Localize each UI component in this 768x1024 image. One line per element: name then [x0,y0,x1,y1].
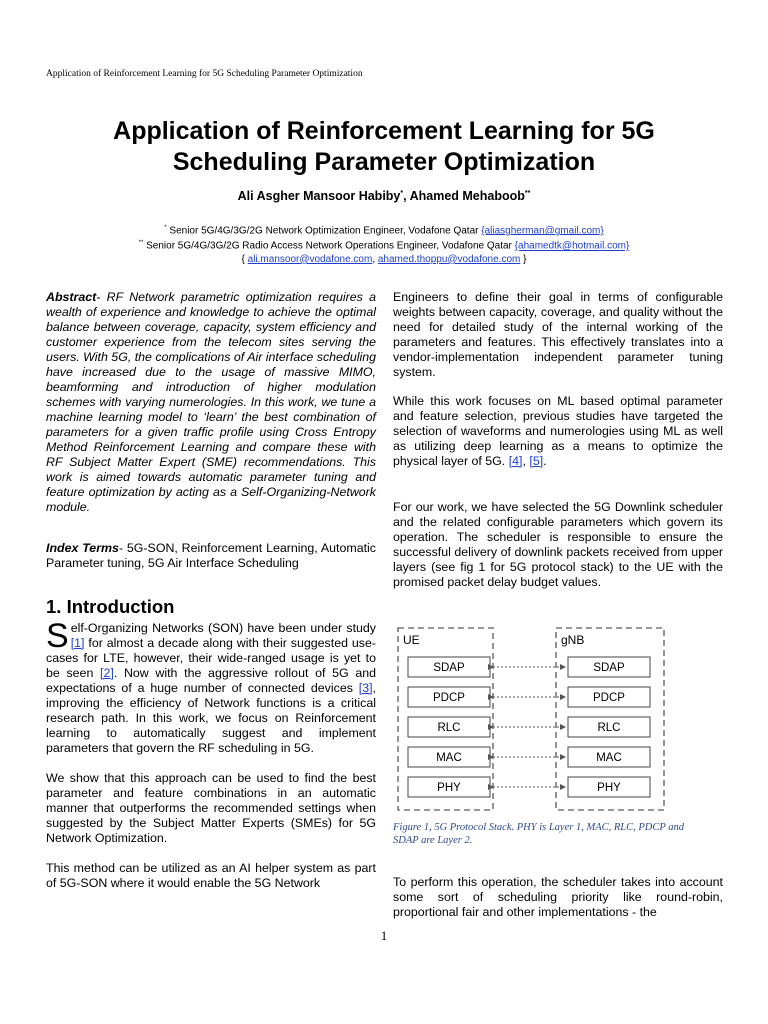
running-head: Application of Reinforcement Learning for 5G Scheduling Parameter Optimization [46,69,363,79]
affiliation-3 [0,253,768,266]
author-1: Ali Asgher Mansoor Habiby [237,189,401,203]
gnb-pdcp-label: PDCP [593,692,625,704]
affiliation-1 [0,222,768,237]
intro-p1-part-a: elf-Organizing Networks (SON) have been under study [70,621,376,635]
right-paragraph-3: For our work, we have selected the 5G Downlink scheduler and the related configurable parameters which govern its operation. The scheduler is responsible to ensure the successful delivery of downlink packets received from upper layers (see fig 1 for 5G protocol stack) to the UE with the promised packet delay budget values. [393,500,723,589]
intro-paragraph-1 [46,617,376,756]
figure-caption: Figure 1, 5G Protocol Stack. PHY is Layer 1, MAC, RLC, PDCP and SDAP are Layer 2. [393,822,684,846]
intro-p1-part-c: . Now with the aggressive rollout of 5G and expectations of a huge number of connected devices [46,666,376,695]
introduction-body [46,617,376,891]
affiliation-1-text: Senior 5G/4G/3G/2G Network Optimization Engineer, Vodafone Qatar [166,225,482,237]
intro-p1-part-d: , improving the efficiency of Network functions is a critical research path. In this work, we focus on Reinforcement learning to automatically suggest and implement parameters that govern the RF scheduling in 5G. [46,681,376,755]
citation-3-link[interactable]: [3] [358,681,373,695]
right-paragraph-4: To perform this operation, the scheduler takes into account some sort of scheduling priority like round-robin, proportional fair and other implementations - the [393,875,723,919]
paper-title [0,116,768,178]
intro-paragraph-3: This method can be utilized as an AI helper system as part of 5G-SON where it would enable the 5G Network [46,861,376,890]
ue-label: UE [403,633,420,647]
affiliation-2-email-link[interactable]: {ahamedtk@hotmail.com} [514,240,630,252]
gnb-sdap-label: SDAP [593,662,625,674]
email-link-ali[interactable]: ali.mansoor@vodafone.com [247,253,373,265]
ue-mac-label: MAC [436,752,462,764]
index-terms-label: Index Terms [46,541,119,555]
gnb-rlc-label: RLC [597,722,621,734]
protocol-stack-figure [393,625,678,820]
ue-rlc-label: RLC [437,722,461,734]
affiliation-2-text: Senior 5G/4G/3G/2G Radio Access Network Operations Engineer, Vodafone Qatar [143,240,515,252]
citation-1-link[interactable]: [1] [70,636,85,650]
index-terms-text: - 5G-SON, Reinforcement Learning, Automatic Parameter tuning, 5G Air Interface Scheduling [46,541,376,570]
authors [0,189,768,203]
title-line-1: Application of Reinforcement Learning for 5G [113,117,655,145]
title-line-2: Scheduling Parameter Optimization [172,148,596,176]
right-paragraph-2 [393,394,723,469]
affiliation-3-comma: , [372,253,378,265]
protocol-layers [408,657,650,797]
affiliation-2 [0,237,768,252]
right-paragraph-1: Engineers to define their goal in terms of configurable weights between capacity, coverage, and quality without the need for detailed study of the internal working of the parameters and features. This effectively translates into a vendor-implementation independent parameter tuning system. [393,290,723,379]
ue-sdap-label: SDAP [433,662,465,674]
gnb-phy-label: PHY [597,782,621,794]
author-separator: , [403,189,410,203]
affiliation-1-email-link[interactable]: {aliasgherman@gmail.com} [481,225,604,237]
author-2-mark: ** [524,189,531,197]
author-2: Ahamed Mehaboob [409,189,525,203]
affiliation-3-close: } [520,253,527,265]
page-number: 1 [380,928,388,943]
drop-cap: S [46,617,69,655]
index-terms [46,541,376,571]
ue-phy-label: PHY [437,782,461,794]
ue-pdcp-label: PDCP [433,692,465,704]
right-p2-separator: , [522,454,530,468]
abstract [46,290,376,515]
right-p2-text: While this work focuses on ML based optimal parameter and feature selection, previous studies have targeted the selection of waveforms and numerologies using ML as well as utilizing deep learning as a means to optimize the physical layer of 5G. [393,394,723,468]
citation-2-link[interactable]: [2] [100,666,114,680]
gnb-label: gNB [561,633,585,647]
right-p2-end: . [543,454,547,468]
intro-paragraph-2: We show that this approach can be used to find the best parameter and feature combinations in an automatic manner that outperforms the recommended settings when suggested by the Subject Matter Experts (SMEs) for 5G Network Optimization. [46,771,376,845]
gnb-mac-label: MAC [596,752,622,764]
intro-p1-part-b: for almost a decade along with their suggested use-cases for LTE, however, their wide-ranged usage is yet to be seen [46,636,376,680]
author-1-mark: * [400,189,404,197]
abstract-label: Abstract [46,290,97,304]
affiliation-1-mark: * [164,225,167,231]
affiliation-3-open: { [241,253,248,265]
affiliation-2-mark: ** [138,240,144,247]
email-link-ahamed[interactable]: ahamed.thoppu@vodafone.com [377,253,521,265]
abstract-text: - RF Network parametric optimization requires a wealth of experience and knowledge to achieve the optimal balance between coverage, capacity, system efficiency and customer experience from the telecom sites serving the users. With 5G, the complications of Air interface scheduling have increased due to the usage of massive MIMO, beamforming and introduction of higher modulation schemes with varying numerologies. In this work, we tune a machine learning model to ‘learn’ the best combination of parameters for a given traffic profile using Cross Entropy Method Reinforcement Learning and compare these with RF Subject Matter Expert (SME) recommendations. This work is aimed towards automatic parameter tuning and feature optimization by acting as a Self-Organizing-Network module. [46,290,376,514]
citation-4-link[interactable]: [4] [508,454,523,468]
section-heading-introduction: 1. Introduction [46,596,175,617]
affiliations [0,222,768,266]
citation-5-link[interactable]: [5] [529,454,544,468]
